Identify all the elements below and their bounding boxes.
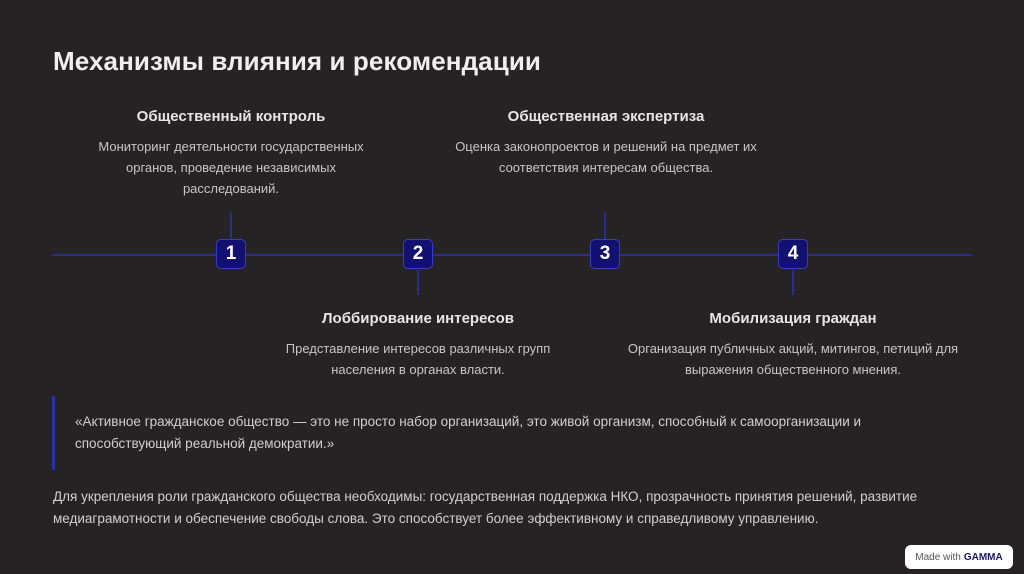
connector-1 [230, 212, 232, 240]
timeline-item-heading: Лоббирование интересов [322, 310, 514, 327]
page-title: Механизмы влияния и рекомендации [53, 46, 541, 76]
connector-3 [604, 212, 606, 240]
timeline-item-text: Представление интересов различных групп населения в органах власти. [285, 341, 551, 377]
gamma-logo: GAMMA [963, 551, 1003, 563]
step-marker-3: 3 [590, 239, 620, 269]
step-marker-2: 2 [403, 239, 433, 269]
timeline-item-1 [71, 108, 391, 199]
timeline-item-heading: Общественная экспертиза [507, 108, 705, 125]
timeline-item-2 [263, 310, 573, 380]
connector-2 [417, 270, 419, 295]
timeline-item-text: Организация публичных акций, митингов, петиций для выражения общественного мнения. [627, 341, 959, 377]
timeline-item-heading: Мобилизация граждан [709, 310, 877, 327]
timeline-line [52, 254, 972, 256]
timeline-item-text: Оценка законопроектов и решений на предмет их соответствия интересам общества. [455, 139, 757, 175]
timeline-item-text: Мониторинг деятельности государственных органов, проведение независимых расследований. [98, 139, 364, 196]
step-marker-4: 4 [778, 239, 808, 269]
summary-paragraph: Для укрепления роли гражданского общества необходимы: государственная поддержка НКО, прозрачность принятия решений, развитие медиаграмотности и обеспечение свободы слова. Это способствует более эффективному и справедливому управлению. [53, 489, 918, 526]
connector-4 [792, 270, 794, 295]
step-marker-1: 1 [216, 239, 246, 269]
badge-prefix: Made with [915, 551, 961, 563]
made-with-gamma-badge[interactable] [905, 545, 1013, 569]
timeline-item-3 [441, 108, 771, 178]
timeline-item-heading: Общественный контроль [136, 108, 326, 125]
quote-block: «Активное гражданское общество — это не просто набор организаций, это живой организм, способный к самоорганизации и способствующий реальной демократии.» [52, 396, 932, 470]
timeline-item-4 [624, 310, 962, 380]
